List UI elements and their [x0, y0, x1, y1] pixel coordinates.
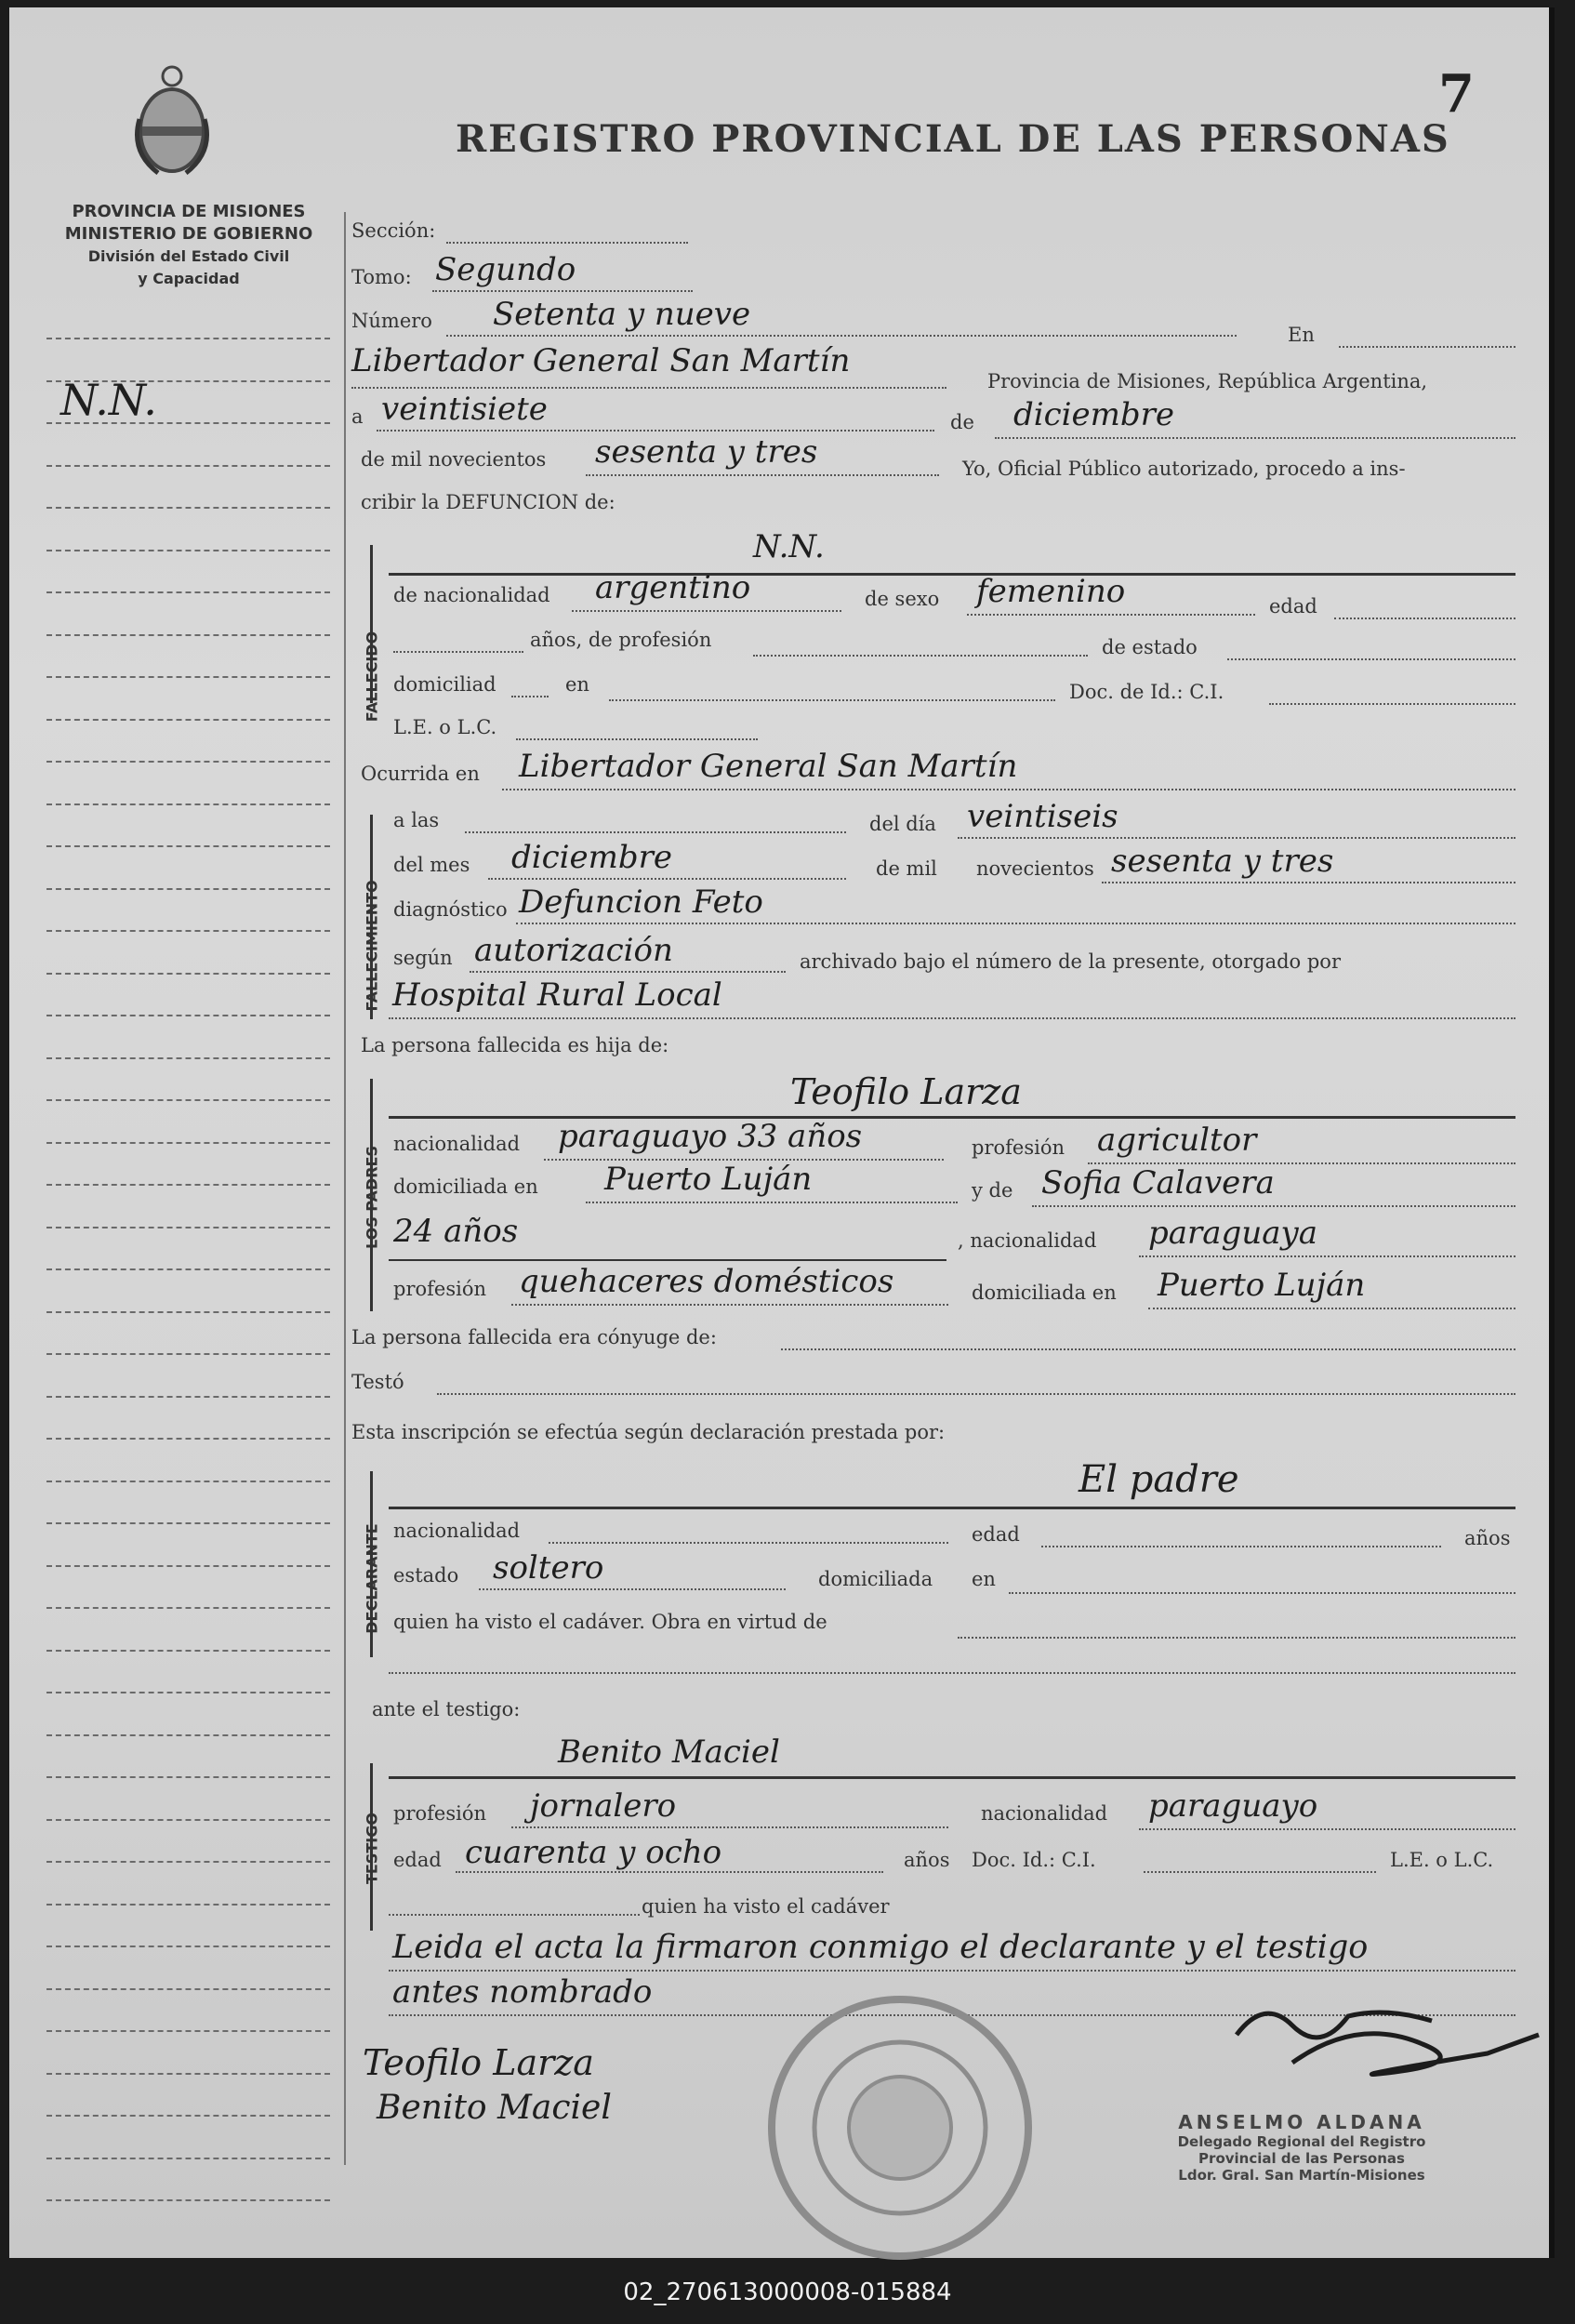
margin-rule: [46, 1438, 330, 1440]
margin-rule: [46, 1650, 330, 1652]
testigo-section-label: TESTIGO: [363, 1813, 381, 1884]
fallecido-edad-label: edad: [1269, 595, 1317, 618]
provincia-text: Provincia de Misiones, República Argentina,: [987, 370, 1428, 392]
margin-rule: [46, 507, 330, 509]
margin-rule: [46, 2158, 330, 2159]
cierre-texto-1: Leida el acta la firmaron conmigo el declarante y el testigo: [392, 1929, 1369, 1966]
madre-dom-value: Puerto Luján: [1158, 1267, 1366, 1304]
testo-label: Testó: [351, 1371, 404, 1393]
inscribir-text: cribir la DEFUNCION de:: [361, 491, 615, 513]
declarante-nac-label: nacionalidad: [393, 1520, 521, 1542]
testigo-edad-label: edad: [393, 1849, 442, 1871]
margin-rule: [46, 1734, 330, 1736]
margin-rule: [46, 2030, 330, 2032]
margin-rule: [46, 1184, 330, 1186]
margin-rule: [46, 719, 330, 721]
padre-nombre: Teofilo Larza: [790, 1071, 1022, 1112]
madre-nombre: Sofia Calavera: [1041, 1164, 1275, 1202]
padre-nac-label: nacionalidad: [393, 1133, 521, 1155]
ocurrida-label: Ocurrida en: [361, 763, 480, 785]
margin-rule: [46, 550, 330, 551]
margin-rule: [46, 1776, 330, 1778]
diagnostico-value: Defuncion Feto: [519, 883, 763, 921]
footer-document-id: 02_270613000008-015884: [623, 2278, 952, 2306]
declarante-edad-label: edad: [972, 1523, 1020, 1546]
padre-nac-value: paraguayo 33 años: [558, 1118, 863, 1155]
coat-of-arms-icon: [130, 63, 214, 179]
dia-value: veintisiete: [381, 391, 548, 428]
declarante-estado-label: estado: [393, 1564, 459, 1587]
margin-rule: [46, 634, 330, 636]
madre-yde-label: y de: [972, 1179, 1013, 1202]
dept-line-province: PROVINCIA DE MISIONES: [72, 202, 306, 221]
testigo-prof-label: profesión: [393, 1802, 486, 1825]
padre-dom-label: domiciliada en: [393, 1175, 538, 1198]
segun-value: autorización: [474, 932, 673, 969]
margin-rule: [46, 930, 330, 932]
firma-padre: Teofilo Larza: [363, 2042, 594, 2083]
padre-prof-label: profesión: [972, 1136, 1065, 1159]
tomo-value: Segundo: [435, 251, 576, 288]
diagnostico-label: diagnóstico: [393, 898, 508, 921]
margin-rule: [46, 973, 330, 975]
fallecimiento-dia-label: del día: [869, 813, 936, 835]
testigo-nac-label: nacionalidad: [981, 1802, 1108, 1825]
fallecimiento-mil-label: de mil: [876, 857, 937, 880]
margin-rule: [46, 1692, 330, 1693]
declarante-anios-label: años: [1464, 1527, 1511, 1549]
declarante-en-label: en: [972, 1568, 996, 1590]
testigo-nac-value: paraguayo: [1148, 1787, 1318, 1825]
margin-rule: [46, 1819, 330, 1821]
fallecido-le-label: L.E. o L.C.: [393, 716, 497, 738]
margin-rule: [46, 888, 330, 890]
margin-rule: [46, 1311, 330, 1313]
declarante-nombre: El padre: [1079, 1458, 1239, 1501]
margin-rule: [46, 380, 330, 382]
en-label: En: [1288, 324, 1315, 346]
fallecido-sexo-label: de sexo: [865, 588, 940, 610]
margin-rule: [46, 1565, 330, 1567]
fallecido-doc-label: Doc. de Id.: C.I.: [1069, 681, 1224, 703]
margin-rule: [46, 1057, 330, 1059]
margin-rule: [46, 676, 330, 678]
madre-dom-label: domiciliada en: [972, 1282, 1117, 1304]
margin-rule: [46, 1142, 330, 1144]
dept-line-capacidad: y Capacidad: [138, 270, 240, 287]
oficial-cargo-1: Delegado Regional del Registro: [1177, 2133, 1426, 2150]
testigo-doc-label: Doc. Id.: C.I.: [972, 1849, 1096, 1871]
mes-value: diciembre: [1013, 396, 1175, 433]
fallecimiento-dia-value: veintiseis: [967, 798, 1118, 835]
anio-value: sesenta y tres: [595, 433, 818, 471]
madre-edad-value: 24 años: [393, 1213, 519, 1250]
fallecimiento-mes-value: diciembre: [511, 839, 673, 876]
numero-value: Setenta y nueve: [493, 296, 751, 333]
firma-oficial: [1209, 1979, 1543, 2091]
margin-rule: [46, 1946, 330, 1947]
page-number: 7: [1438, 63, 1475, 125]
margin-rule: [46, 338, 330, 339]
madre-prof-label: profesión: [393, 1278, 486, 1300]
a-label: a: [351, 405, 364, 428]
declarante-estado-value: soltero: [493, 1549, 604, 1587]
margin-divider: [344, 212, 346, 2165]
margin-rule: [46, 1607, 330, 1609]
margin-rule: [46, 1099, 330, 1101]
otorgado-value: Hospital Rural Local: [392, 976, 722, 1014]
margin-rule: [46, 1268, 330, 1270]
margin-rule: [46, 1522, 330, 1524]
margin-rule: [46, 1396, 330, 1398]
testigo-nombre: Benito Maciel: [558, 1733, 780, 1771]
fallecido-en-label: en: [565, 673, 589, 696]
official-stamp: [761, 1988, 1039, 2267]
testigo-edad-value: cuarenta y ocho: [465, 1834, 722, 1871]
madre-prof-value: quehaceres domésticos: [519, 1263, 894, 1300]
padres-section-label: LOS PADRES: [363, 1146, 381, 1250]
fallecimiento-novecientos-label: novecientos: [976, 857, 1094, 880]
archivado-text: archivado bajo el número de la presente, otorgado por: [800, 950, 1341, 973]
padres-intro: La persona fallecida es hija de:: [361, 1034, 669, 1056]
oficial-text: Yo, Oficial Público autorizado, procedo a ins-: [962, 458, 1406, 480]
margin-rule: [46, 845, 330, 847]
oficial-nombre: ANSELMO ALDANA: [1178, 2111, 1425, 2133]
margin-rule: [46, 1861, 330, 1863]
declarante-visto-label: quien ha visto el cadáver. Obra en virtud de: [393, 1611, 827, 1633]
margin-rule: [46, 1481, 330, 1482]
lugar-value: Libertador General San Martín: [351, 342, 851, 379]
madre-nac-label: , nacionalidad: [958, 1229, 1097, 1252]
margin-rule: [46, 465, 330, 467]
declaracion-label: Esta inscripción se efectúa según declaración prestada por:: [351, 1421, 946, 1443]
margin-rule: [46, 1988, 330, 1990]
testigo-intro: ante el testigo:: [372, 1698, 521, 1720]
oficial-cargo-2: Provincial de las Personas: [1198, 2150, 1405, 2167]
margin-rule: [46, 1904, 330, 1906]
oficial-cargo-3: Ldor. Gral. San Martín-Misiones: [1178, 2167, 1425, 2184]
margin-rule: [46, 591, 330, 593]
fallecido-estado-label: de estado: [1102, 636, 1198, 658]
conyuge-label: La persona fallecida era cónyuge de:: [351, 1326, 717, 1348]
declarante-section-label: DECLARANTE: [363, 1523, 381, 1634]
mil-label: de mil novecientos: [361, 448, 547, 471]
margin-rule: [46, 2073, 330, 2075]
hora-label: a las: [393, 809, 440, 831]
oficial-block: [1125, 2111, 1478, 2184]
fallecimiento-mes-label: del mes: [393, 854, 470, 876]
department-header: [45, 201, 333, 290]
margin-rule: [46, 422, 330, 424]
fallecimiento-section-label: FALLECIMIENTO: [363, 880, 381, 1012]
fallecido-nacionalidad-value: argentino: [595, 569, 751, 606]
declarante-dom-label: domiciliada: [818, 1568, 933, 1590]
ocurrida-value: Libertador General San Martín: [519, 748, 1018, 785]
register-page: [9, 7, 1555, 2258]
testigo-le-label: L.E. o L.C.: [1390, 1849, 1494, 1871]
margin-rule: [46, 803, 330, 805]
margin-rule: [46, 2115, 330, 2117]
margin-name: N.N.: [60, 375, 157, 425]
fallecido-anios-label: años, de profesión: [530, 629, 712, 651]
margin-rule: [46, 1227, 330, 1228]
tomo-label: Tomo:: [351, 266, 412, 288]
segun-label: según: [393, 947, 453, 969]
seccion-label: Sección:: [351, 219, 436, 242]
madre-nac-value: paraguaya: [1148, 1215, 1317, 1252]
padre-prof-value: agricultor: [1097, 1122, 1257, 1159]
page-title: REGISTRO PROVINCIAL DE LAS PERSONAS: [456, 117, 1450, 161]
margin-rule: [46, 1353, 330, 1355]
margin-rule: [46, 2199, 330, 2201]
dept-line-division: División del Estado Civil: [87, 247, 290, 265]
cierre-texto-2: antes nombrado: [392, 1973, 653, 2011]
fallecimiento-anio-value: sesenta y tres: [1111, 843, 1334, 880]
dept-line-ministry: MINISTERIO DE GOBIERNO: [64, 224, 313, 244]
firma-testigo: Benito Maciel: [377, 2089, 612, 2127]
fallecido-sexo-value: femenino: [976, 573, 1126, 610]
testigo-anios-label: años: [904, 1849, 950, 1871]
testigo-prof-value: jornalero: [530, 1787, 677, 1825]
fallecido-section-label: FALLECIDO: [363, 631, 381, 723]
margin-rule: [46, 761, 330, 763]
fallecido-domicilio-label: domiciliad: [393, 673, 496, 696]
fallecido-nacionalidad-label: de nacionalidad: [393, 584, 550, 606]
testigo-visto-label: quien ha visto el cadáver: [642, 1895, 890, 1918]
fallecido-nombre: N.N.: [753, 528, 825, 565]
padre-dom-value: Puerto Luján: [604, 1161, 813, 1198]
numero-label: Número: [351, 310, 432, 332]
de-label: de: [950, 411, 974, 433]
margin-rule: [46, 1015, 330, 1016]
